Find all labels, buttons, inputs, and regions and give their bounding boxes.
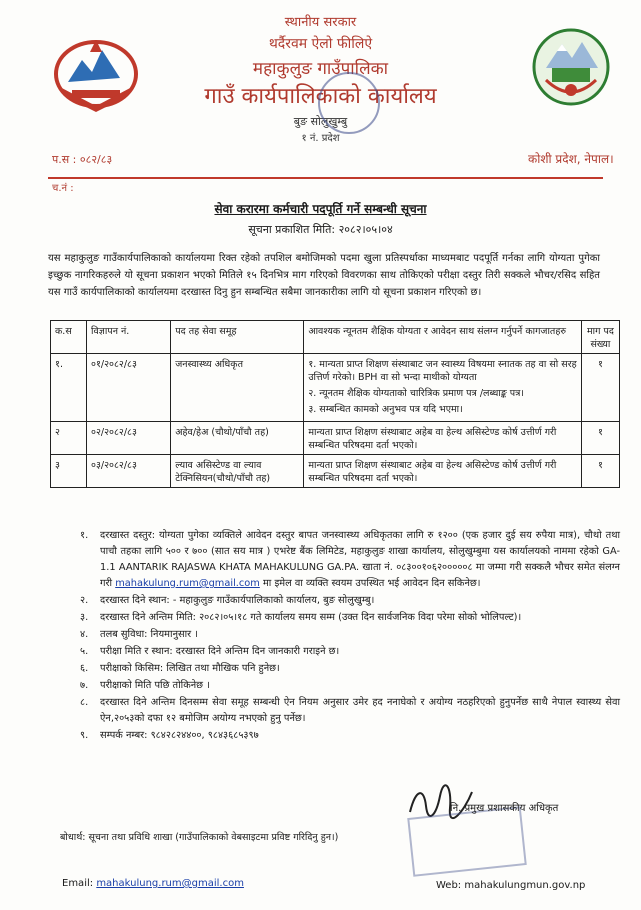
- header-line-municipality: महाकुलुङ गाउँपालिका: [252, 59, 389, 79]
- term-text: दरखास्त दस्तुर: योग्यता पुगेका व्यक्तिले आवेदन दस्तुर बापत जनस्वास्थ्य अधिकृतका लागि रु १२०० (एक हजार दुई सय रुपैया मात्र), चौथो तथा पाचौ तहका लागि ५०० र ७०० (सात सय मात्र ) एभरेष्ट बैंक लिमिटेड, महाकुलुङ शाखा कार्यालय, सोलुखुम्बुमा यस कार्यालयको नाममा रहेको GA-1.1 AANTARIK RAJASWA KHATA MAHAKULUNG GA.PA. खाता नं. ०८३००१०६२०००००८ मा जम्मा गरी सक्कलै भौचर समेत संलग्न गरी mahakulung.rum@gmail.com मा इमेल वा व्यक्ति स्वयम उपस्थित भई आवेदन दिन सकिनेछ।: [100, 530, 620, 589]
- cell-adv: ०१/२०८२/८३: [87, 354, 171, 422]
- header-divider: [48, 177, 603, 179]
- term-text: सम्पर्क नम्बर: ९८४२८२४४००, ९८४३६८५३९७: [100, 730, 259, 741]
- header-line-address: बुङ सोलुखुम्बु: [293, 115, 348, 128]
- official-stamp-icon: [407, 806, 527, 877]
- list-item: [80, 661, 620, 677]
- cell-adv: ०३/२०८२/८३: [87, 455, 171, 488]
- header-line-office: गाउँ कार्यपालिकाको कार्यालय: [204, 84, 437, 109]
- col-header-adv: विज्ञापन नं.: [87, 321, 171, 354]
- office-seal-icon: [318, 72, 380, 134]
- cell-post: ल्याव असिस्टेण्ड वा ल्याव टेक्निसियन(चौथो/पाँचौ तह): [171, 455, 304, 488]
- col-header-sn: क.स: [51, 321, 87, 354]
- signer-title: नि. प्रमुख प्रशासकीय अधिकृत: [450, 803, 559, 814]
- list-item: [80, 678, 620, 694]
- email-link[interactable]: mahakulung.rum@gmail.com: [115, 578, 260, 589]
- terms-list: [80, 528, 620, 745]
- vacancy-table: [50, 320, 620, 488]
- term-number: १.: [80, 530, 89, 541]
- col-header-post: पद तह सेवा समूह: [171, 321, 304, 354]
- header-line-script: थर्दैरवम ऐलो फीलिऐ: [268, 36, 373, 52]
- notice-title: सेवा करारमा कर्मचारी पदपूर्ति गर्ने सम्बन्धी सूचना: [214, 202, 427, 216]
- notice-intro: यस महाकुलुङ गाउँकार्यपालिकाको कार्यालयमा रिक्त रहेको तपशिल बमोजिमको पदमा खुला प्रतिस्पर्धाका माध्यमबाट पदपूर्ति गर्नका लागि योग्यता पुगेका इच्छुक नागरिकहरुले यो सूचना प्रकाशन भएको मितिले १५ दिनभित्र माग गरिएको विवरणका साथ तोकिएको परीक्षा दस्तुर तिरी सक्कले भौचर/रसिद सहित यस गाउँ कार्यपालिकाको कार्यालयमा दरखास्त दिनु हुन सम्बन्धित सबैमा जानकारीका लागि यो सूचना प्रकाशन गरिएको छ।: [48, 253, 600, 298]
- province-label: कोशी प्रदेश, नेपाल।: [528, 152, 614, 166]
- table-row: [51, 422, 620, 455]
- cell-qual: मान्यता प्राप्त शिक्षण संस्थाबाट अहेब वा हेल्थ असिस्टेण्ड कोर्ष उत्तीर्ण गरी सम्बन्धित परिषदमा दर्ता भएको।: [304, 455, 582, 488]
- term-text: परीक्षाको मिति पछि तोकिनेछ ।: [100, 680, 210, 691]
- reference-number: प.स : ०८२/८३: [52, 153, 113, 166]
- cell-qual: [304, 354, 582, 422]
- term-text: दरखास्त दिने स्थान: - महाकुलुङ गाउँकार्यपालिकाको कार्यालय, बुङ सोलुखुम्बु।: [100, 595, 375, 606]
- term-text: तलब सुविधा: नियमानुसार ।: [100, 629, 199, 640]
- term-number: ३.: [80, 612, 89, 623]
- cell-post: अहेव/हेअ (चौथो/पाँचौ तह): [171, 422, 304, 455]
- cell-sn: १.: [51, 354, 87, 422]
- col-header-count: माग पद संख्या: [581, 321, 619, 354]
- cell-count: १: [581, 455, 619, 488]
- list-item: [80, 610, 620, 626]
- cell-sn: २: [51, 422, 87, 455]
- dispatch-number: च.नं :: [52, 183, 74, 194]
- header-line-province-no: १ नं. प्रदेश: [301, 133, 340, 144]
- term-text: दरखास्त दिने अन्तिम मिति: २०८२।०५।१८ गते कार्यालय समय सम्म (उक्त दिन सार्वजनिक विदा परेमा सोको भोलिपल्ट)।: [100, 612, 522, 623]
- cell-adv: ०२/२०८२/८३: [87, 422, 171, 455]
- term-text: दरखास्त दिने अन्तिम दिनसम्म सेवा समूह सम्बन्धी ऐन नियम अनुसार उमेर हद ननाघेको र अयोग्य नठहरिएको हुनुपर्नेछ साथै नेपाल स्वास्थ्य सेवा ऐन,२०५३को दफा १२ बमोजिम अयोग्य नभएको हुनु पर्नेछ।: [100, 697, 620, 724]
- footnote: बोधार्थ: सूचना तथा प्रविधि शाखा (गाउँपालिकाको वेबसाइटमा प्रविष्ट गरिदिनु हुन।): [60, 832, 339, 843]
- qual-item: १. मान्यता प्राप्त शिक्षण संस्थाबाट जन स्वास्थ्य विषयमा स्नातक तह वा सो सरह उत्तिर्ण गरेको। BPH वा सो भन्दा माथीको योग्यता: [308, 359, 577, 383]
- table-row: [51, 455, 620, 488]
- cell-post: जनस्वास्थ्य अधिकृत: [171, 354, 304, 422]
- header-line-government: स्थानीय सरकार: [284, 15, 357, 30]
- term-number: ९.: [80, 730, 89, 741]
- email-label: Email:: [62, 878, 94, 889]
- term-number: २.: [80, 595, 89, 606]
- list-item: [80, 644, 620, 660]
- footer-web-link[interactable]: mahakulungmun.gov.np: [464, 880, 586, 891]
- qual-item: ३. सम्बन्धित कामको अनुभव पत्र यदि भएमा।: [308, 404, 463, 415]
- list-item: [80, 593, 620, 609]
- cell-sn: ३: [51, 455, 87, 488]
- qual-item: २. न्यूनतम शैक्षिक योग्यताको चारित्रिक प्रमाण पत्र /लब्धाङ्क पत्र।: [308, 388, 525, 399]
- table-header-row: [51, 321, 620, 354]
- term-text: परीक्षाको किसिम: लिखित तथा मौखिक पनि हुनेछ।: [100, 663, 280, 674]
- cell-count: १: [581, 422, 619, 455]
- footer-email-link[interactable]: mahakulung.rum@gmail.com: [96, 878, 244, 889]
- web-label: Web:: [436, 880, 462, 891]
- term-number: ४.: [80, 629, 89, 640]
- list-item: [80, 528, 620, 592]
- footer-web: [436, 880, 585, 891]
- list-item: [80, 627, 620, 643]
- footer-email: [62, 878, 244, 889]
- cell-count: १: [581, 354, 619, 422]
- col-header-qual: आवश्यक न्यूनतम शैक्षिक योग्यता र आवेदन साथ संलग्न गर्नुपर्ने कागजातहरु: [304, 321, 582, 354]
- term-number: ७.: [80, 680, 89, 691]
- table-row: [51, 354, 620, 422]
- term-number: ६.: [80, 663, 89, 674]
- list-item: [80, 695, 620, 727]
- term-number: ५.: [80, 646, 89, 657]
- list-item: [80, 728, 620, 744]
- term-text: परीक्षा मिति र स्थान: दरखास्त दिने अन्तिम दिन जानकारी गराइने छ।: [100, 646, 340, 657]
- term-number: ८.: [80, 697, 89, 708]
- cell-qual: मान्यता प्राप्त शिक्षण संस्थाबाट अहेब वा हेल्थ असिस्टेण्ड कोर्ष उत्तीर्ण गरी सम्बन्धित परिषदमा दर्ता भएको।: [304, 422, 582, 455]
- publish-date: सूचना प्रकाशित मिति: २०८२।०५।०४: [248, 223, 393, 236]
